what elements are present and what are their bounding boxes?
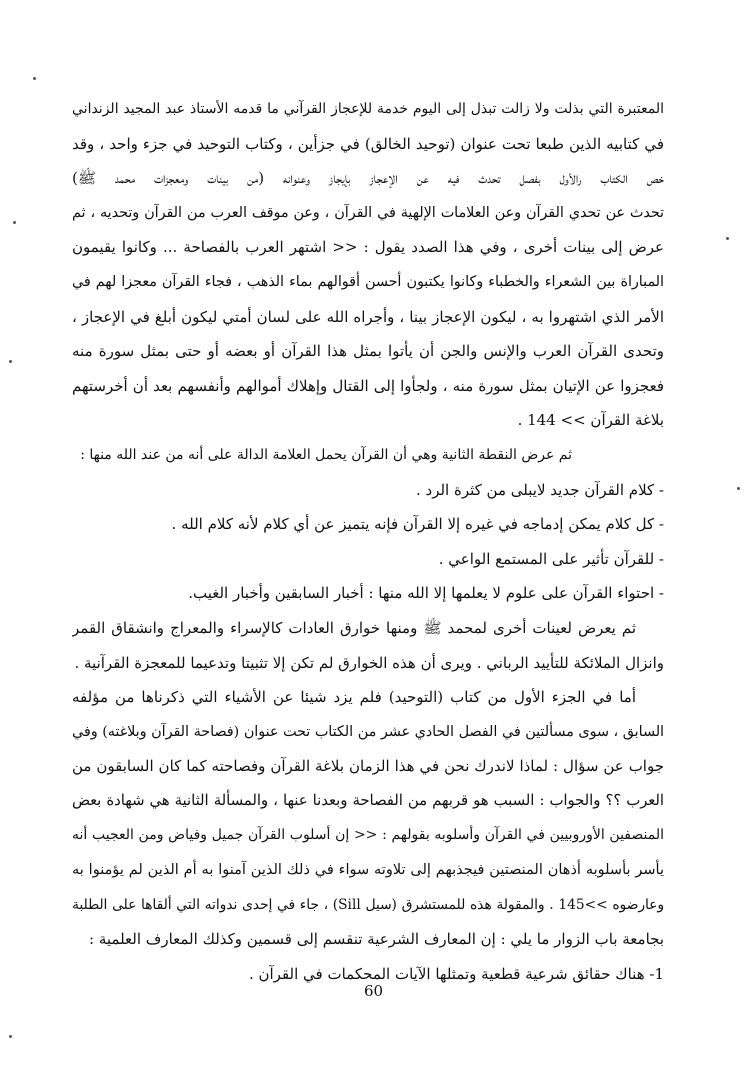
text-line: جواب عن سؤال : لماذا لاندرك نحن في هذا الزمان بلاغة القرآن وفصاحته كما كان السابقون من: [72, 757, 664, 776]
text-line: الأمر الذي اشتهروا به ، ليكون الإعجاز بينا ، وأجراه الله على لسان أمتي ليكون أبلغ في الإعجاز ،: [72, 307, 664, 326]
body-text: [72, 92, 664, 991]
text-line: خص الكتاب رالأول بفصل تحدث فيه عن الإعجاز بإيجاز وعنوانه (من بينات ومعجزات محمد ﷺ): [72, 169, 664, 188]
text-line: تحدث عن تحدي القرآن وعن العلامات الإلهية في القرآن ، وعن موقف العرب من القرآن وتحديه ، ثم: [72, 204, 664, 221]
text-line: وتحدى القرآن العرب والإنس والجن أن يأتوا بمثل هذا القرآن أو بعضه أو حتى بمثل سورة منه: [72, 342, 664, 361]
text-line: وعارضوه >>145 . والمقولة هذه للمستشرق (سيل Sill) ، جاء في إحدى ندواته التي ألقاها على الطلبة: [72, 896, 664, 913]
bullet-item: - كلام القرآن جديد لايبلى من كثرة الرد .: [415, 480, 664, 499]
scan-speck: [737, 487, 740, 490]
text-line: يأسر بأسلوبه أذهان المنصتين فيجذبهم إلى تلاوته سواء في ذلك الذين آمنوا به أم الذين لم يؤمنوا به: [72, 862, 664, 879]
text-line: المنصفين الأوروبيين في القرآن وأسلوبه بقولهم : << إن أسلوب القرآن جميل وفياض ومن العجيب أنه: [72, 827, 664, 844]
text-line: ثم عرض النقطة الثانية وهي أن القرآن يحمل العلامة الدالة على أنه من عند الله منها :: [80, 446, 572, 463]
bullet-item: - احتواء القرآن على علوم لا يعلمها إلا الله منها : أخبار السابقين وأخبار الغيب.: [188, 584, 664, 603]
text-line: المباراة بين الشعراء والخطباء وكانوا يكتبون أحسن أقوالهم بماء الذهب ، فجاء القرآن معجزا لهم في: [72, 273, 664, 290]
scan-speck: [13, 221, 16, 224]
page-number: 60: [363, 982, 384, 1000]
text-line: السابق ، سوى مسألتين في الفصل الحادي عشر من الكتاب تحت عنوان (فصاحة القرآن وبلاغته) وفي: [72, 723, 664, 740]
text-line: أما في الجزء الأول من كتاب (التوحيد) فلم يزد شيئا عن الأشياء التي ذكرناها من مؤلفه: [72, 688, 636, 707]
numbered-item: 1- هناك حقائق شرعية قطعية وتمثلها الآيات المحكمات في القرآن .: [248, 964, 664, 983]
text-line: في كتابيه الذين طبعا تحت عنوان (توحيد الخالق) في جزأين ، وكتاب التوحيد في جزء واحد ، وقد: [72, 134, 664, 153]
text-line: وانزال الملائكة للتأييد الرباني . ويرى أن هذه الخوارق لم تكن إلا تثبيتا وتدعيما للمعجزة القرآنية .: [74, 653, 664, 672]
scan-speck: [9, 360, 12, 363]
text-line: ثم يعرض لعينات أخرى لمحمد ﷺ ومنها خوارق العادات كالإسراء والمعراج وانشقاق القمر: [72, 618, 636, 637]
text-line: المعتبرة التي بذلت ولا زالت تبذل إلى اليوم خدمة للإعجاز القرآني ما قدمه الأستاذ عبد المجيد الزنداني: [72, 101, 664, 117]
text-line: بلاغة القرآن >> 144 .: [517, 411, 664, 430]
scan-speck: [9, 1035, 12, 1038]
text-line: عرض إلى بينات أخرى ، وفي هذا الصدد يقول : << اشتهر العرب بالفصاحة ... وكانوا يقيمون: [72, 238, 664, 257]
scan-speck: [33, 77, 36, 80]
text-line: فعجزوا عن الإتيان بمثل سورة منه ، ولجأوا إلى القتال وإهلاك أموالهم وأنفسهم بعد أن أخرستهم: [72, 376, 664, 395]
text-line: بجامعة باب الزوار ما يلي : إن المعارف الشرعية تنقسم إلى قسمين وكذلك المعارف العلمية :: [89, 930, 664, 949]
bullet-item: - للقرآن تأثير على المستمع الواعي .: [438, 549, 664, 568]
text-line: العرب ؟؟ والجواب : السبب هو قربهم من الفصاحة وبعدنا عنها ، والمسألة الثانية هي شهادة بعض: [72, 791, 664, 809]
scan-speck: [726, 237, 729, 240]
bullet-item: - كل كلام يمكن إدماجه في غيره إلا القرآن فإنه يتميز عن أي كلام لأنه كلام الله .: [171, 515, 664, 534]
